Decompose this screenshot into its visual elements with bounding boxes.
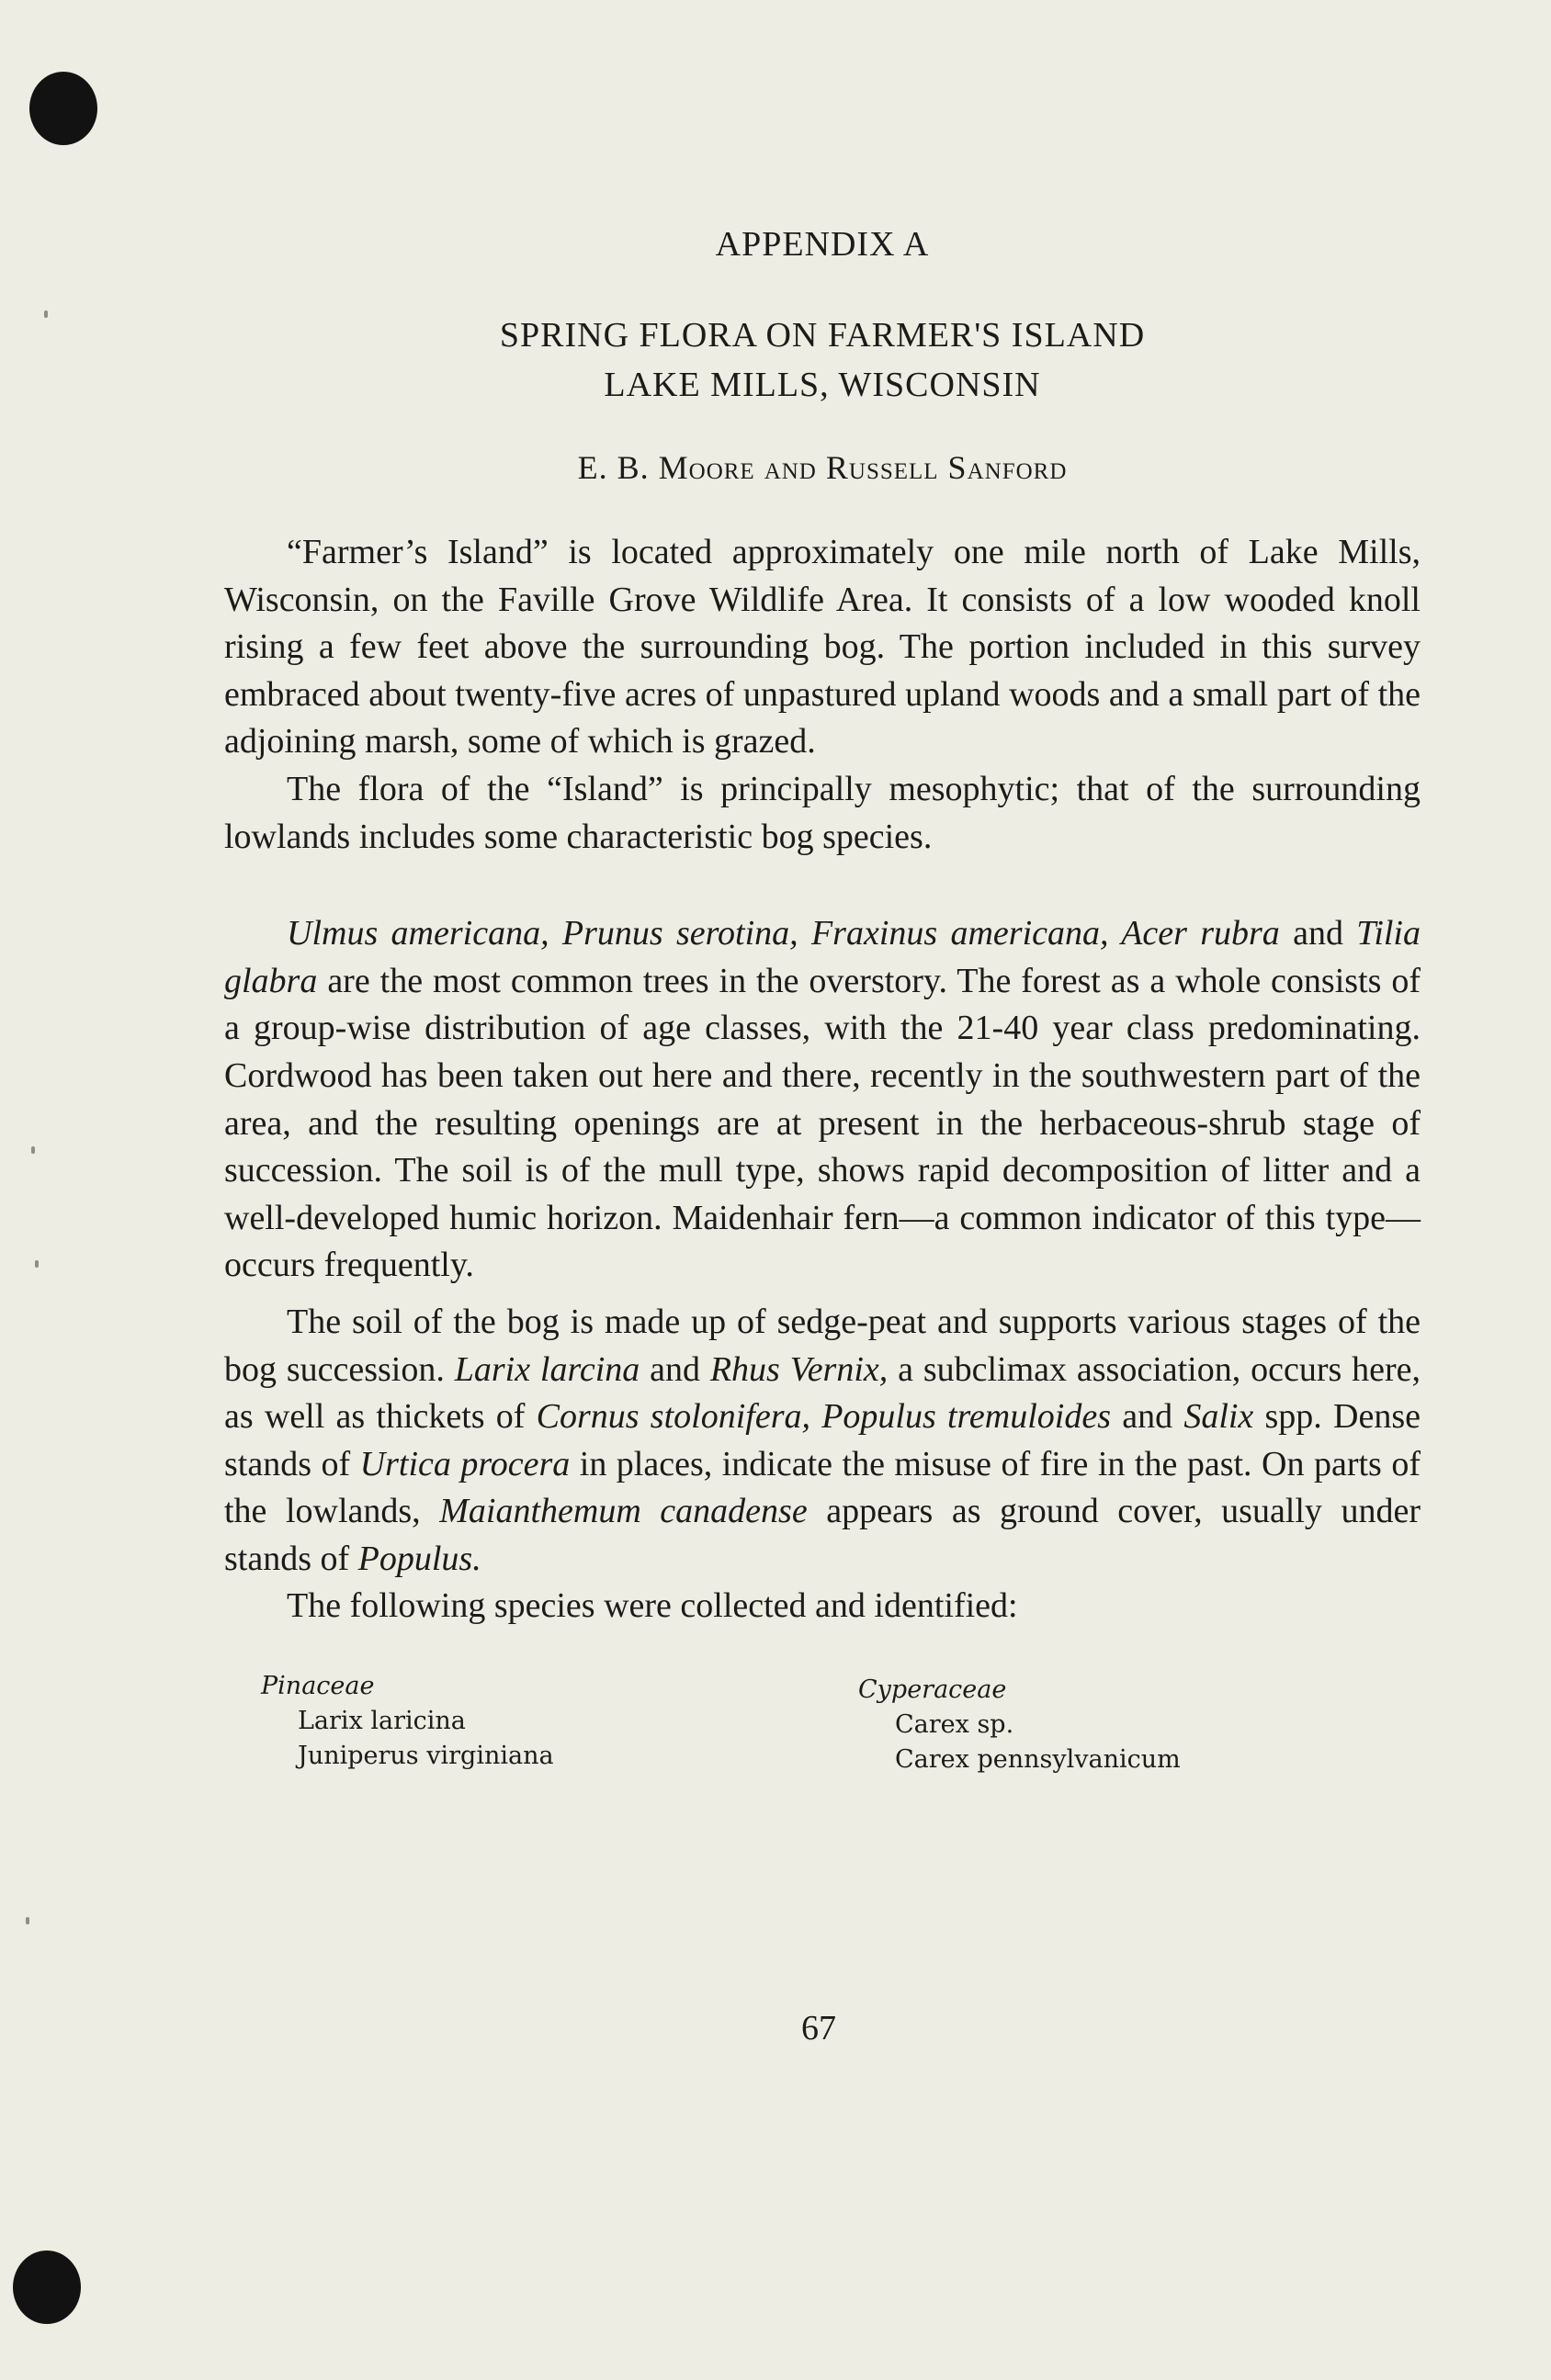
paragraph-flora: The flora of the “Island” is principally mesophytic; that of the surrounding lowlands includes some characteristic bog species. [224, 769, 1421, 856]
binder-hole-bottom [13, 2250, 81, 2324]
binder-hole-top [29, 72, 97, 145]
title-line-2: LAKE MILLS, WISCONSIN [604, 366, 1041, 404]
text-run: and [1111, 1397, 1184, 1437]
page-speck [44, 310, 48, 318]
species-name: Rhus Vernix, [709, 1349, 889, 1389]
species-name: Cornus stolonifera, Populus tremuloides [536, 1397, 1111, 1437]
text-run: appears as ground cover, usually under stands of [224, 1492, 1421, 1578]
species-name: Maianthemum canadense [439, 1492, 808, 1531]
author-line [224, 448, 1421, 487]
paragraph-bog [224, 1299, 1421, 1584]
text-run: and [1279, 914, 1357, 953]
species-name: Larix larcina [454, 1349, 640, 1389]
author-1: Moore [658, 449, 755, 486]
species-name: Ulmus americana, Prunus serotina, Fraxinus americana, Acer rubra [287, 914, 1280, 953]
text-run: in places, indicate the misuse of fire in the past. On parts of the lowlands, [224, 1444, 1421, 1531]
species-list [224, 1669, 1421, 1798]
family-name: Cyperaceae [858, 1675, 1007, 1705]
text-run: are the most common trees in the overstory. The forest as a whole consists of a group-wise distribution of age classes, with the 21-40 year class predominating. Cordwood has been taken out here and there, recently in the southwestern part of the area, and the resulting openings are at present in the herbaceous-shrub stage of succession. The soil is of the mull type, shows rapid decomposition of litter and a well-developed humic horizon. Maidenhair fern—a common indicator of this type—occurs frequently. [224, 961, 1421, 1285]
author-2: Russell Sanford [825, 449, 1068, 486]
species-name: Tilia glabra [224, 914, 1421, 1000]
text-run: The soil of the bog is made up of sedge-peat and supports various stages of the bog succession. [224, 1302, 1421, 1389]
species-item: Juniperus virginiana [298, 1742, 554, 1771]
paragraph-forest [224, 910, 1421, 1290]
species-name: Salix [1183, 1397, 1254, 1437]
text-run: spp. Dense stands of [224, 1397, 1421, 1483]
paragraph-collected: The following species were collected and identified: [287, 1586, 1018, 1626]
text-run: and [640, 1349, 710, 1389]
species-item: Larix laricina [298, 1707, 466, 1736]
species-name: Populus. [357, 1539, 481, 1578]
family-name: Pinaceae [261, 1672, 375, 1701]
author-initials: E. B. [577, 449, 650, 486]
document-body [224, 211, 1421, 1798]
species-column-left [261, 1669, 554, 1774]
species-name: Urtica procera [359, 1444, 571, 1483]
page-speck [26, 1917, 29, 1924]
paragraph-location: “Farmer’s Island” is located approximately one mile north of Lake Mills, Wisconsin, on the Faville Grove Wildlife Area. It consists of a low wooded knoll rising a few feet above the surrounding bog. The portion included in this survey embraced about twenty-five acres of unpastured upland woods and a small part of the adjoining marsh, some of which is grazed. [224, 533, 1421, 761]
species-column-right [858, 1673, 1181, 1777]
species-item: Carex pennsylvanicum [895, 1745, 1181, 1775]
title-line-1: SPRING FLORA ON FARMER'S ISLAND [499, 316, 1146, 355]
appendix-heading: APPENDIX A [715, 225, 930, 264]
page-speck [35, 1260, 39, 1268]
page-number: 67 [801, 2009, 836, 2047]
page-speck [31, 1146, 35, 1154]
text-run: a subclimax association, occurs here, as well as thickets of [224, 1349, 1421, 1437]
article-title [224, 310, 1421, 410]
author-conjunction: and [764, 449, 817, 486]
species-item: Carex sp. [895, 1710, 1014, 1740]
